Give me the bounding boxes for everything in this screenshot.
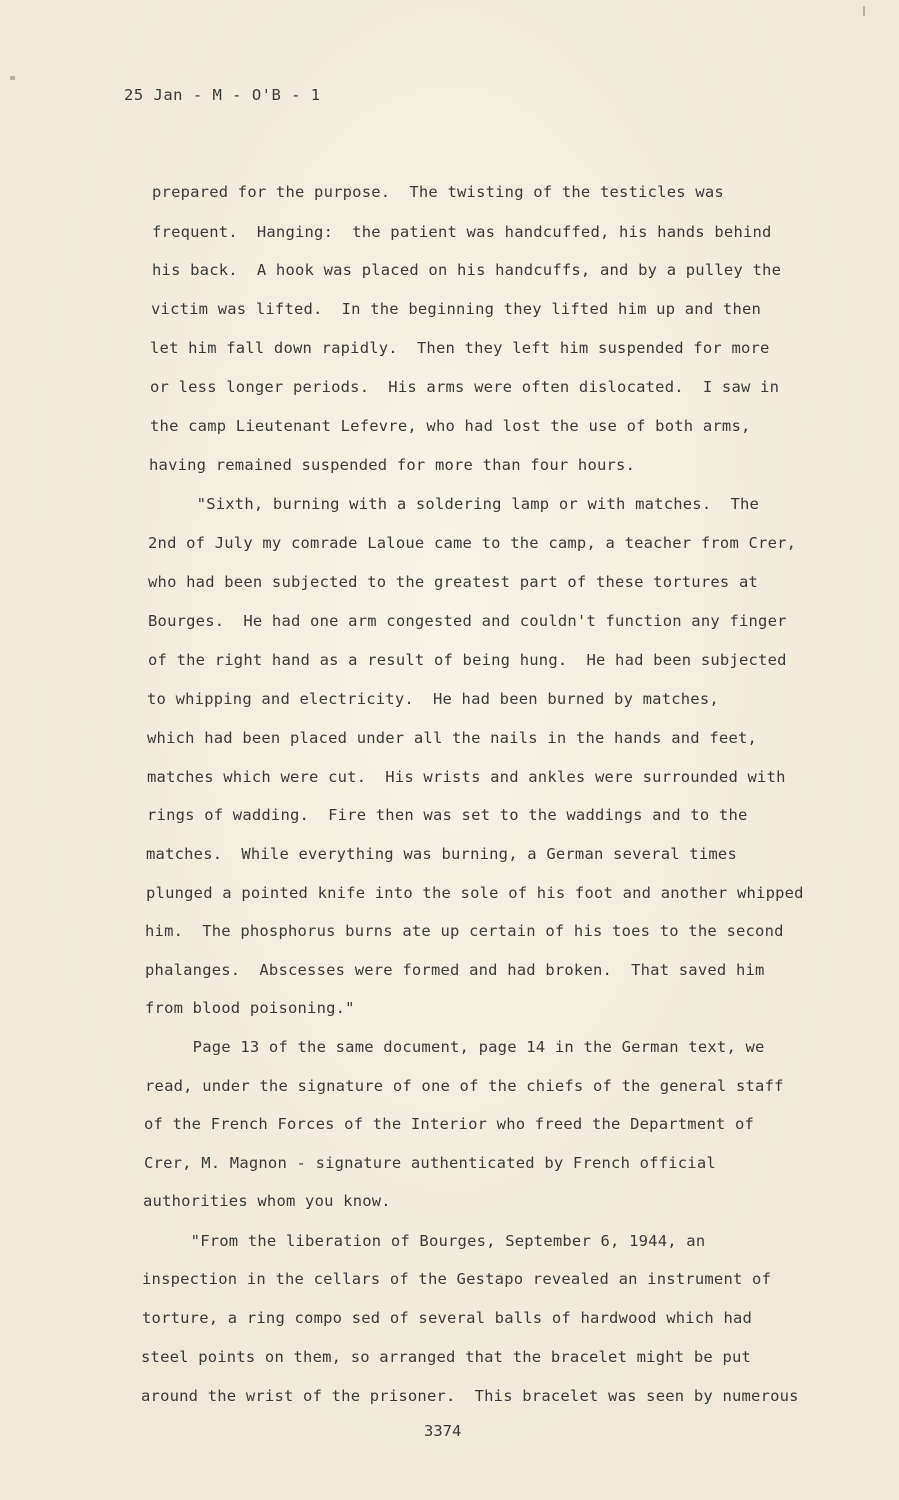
text-line: phalanges. Abscesses were formed and had broken. That saved him	[145, 961, 765, 979]
text-line: or less longer periods. His arms were often dislocated. I saw in	[150, 378, 780, 396]
text-line: Page 13 of the same document, page 14 in the German text, we	[145, 1038, 765, 1056]
text-line: Bourges. He had one arm congested and couldn't function any finger	[148, 612, 787, 630]
page-number: 3374	[424, 1422, 462, 1440]
text-line: prepared for the purpose. The twisting of the testicles was	[152, 183, 724, 201]
text-line: inspection in the cellars of the Gestapo revealed an instrument of	[142, 1270, 772, 1288]
text-line: rings of wadding. Fire then was set to the waddings and to the	[147, 806, 748, 824]
text-line: the camp Lieutenant Lefevre, who had lost the use of both arms,	[150, 417, 751, 435]
text-line: Crer, M. Magnon - signature authenticated by French official	[144, 1154, 716, 1172]
text-line: his back. A hook was placed on his handcuffs, and by a pulley the	[152, 261, 782, 279]
text-line: victim was lifted. In the beginning they lifted him up and then	[151, 300, 762, 318]
text-line: which had been placed under all the nails in the hands and feet,	[147, 729, 758, 747]
text-line: around the wrist of the prisoner. This bracelet was seen by numerous	[141, 1387, 799, 1405]
text-line: to whipping and electricity. He had been burned by matches,	[147, 690, 719, 708]
text-line: torture, a ring compo sed of several balls of hardwood which had	[142, 1309, 753, 1327]
text-line: matches. While everything was burning, a German several times	[146, 845, 737, 863]
text-line: let him fall down rapidly. Then they left him suspended for more	[150, 339, 770, 357]
text-line: "Sixth, burning with a soldering lamp or with matches. The	[149, 495, 760, 513]
text-line: 2nd of July my comrade Laloue came to the camp, a teacher from Crer,	[148, 534, 797, 552]
text-line: plunged a pointed knife into the sole of his foot and another whipped	[146, 884, 804, 902]
text-line: of the right hand as a result of being hung. He had been subjected	[148, 651, 787, 669]
text-line: steel points on them, so arranged that the bracelet might be put	[141, 1348, 752, 1366]
text-line: matches which were cut. His wrists and ankles were surrounded with	[147, 768, 786, 786]
text-line: authorities whom you know.	[143, 1192, 391, 1210]
text-line: of the French Forces of the Interior who freed the Department of	[144, 1115, 755, 1133]
text-line: "From the liberation of Bourges, September 6, 1944, an	[143, 1232, 706, 1250]
text-line: who had been subjected to the greatest part of these tortures at	[148, 573, 759, 591]
document-header: 25 Jan - M - O'B - 1	[124, 86, 321, 104]
text-line: having remained suspended for more than four hours.	[149, 456, 636, 474]
text-line: from blood poisoning."	[145, 999, 355, 1017]
text-line: read, under the signature of one of the chiefs of the general staff	[145, 1077, 784, 1095]
text-line: frequent. Hanging: the patient was handcuffed, his hands behind	[152, 223, 772, 241]
text-line: him. The phosphorus burns ate up certain of his toes to the second	[145, 922, 784, 940]
